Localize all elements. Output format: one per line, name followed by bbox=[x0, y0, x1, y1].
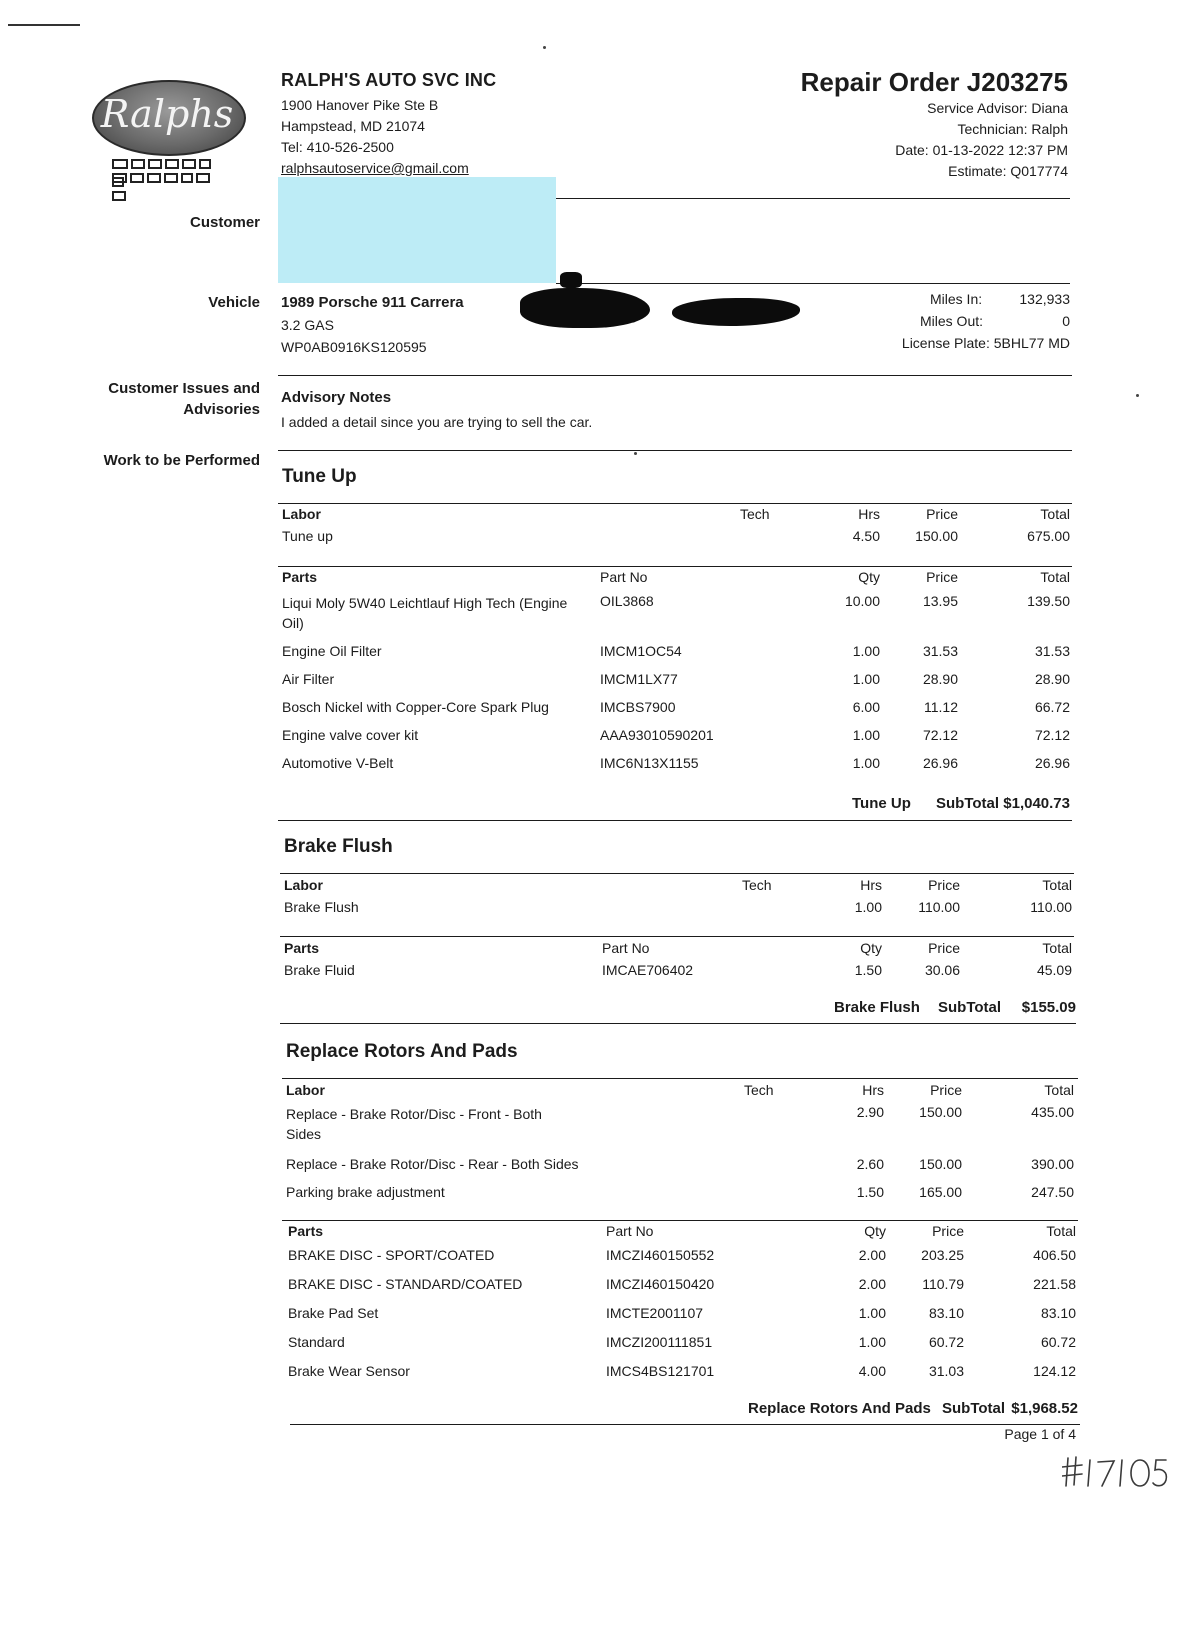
part-desc: Brake Fluid bbox=[284, 962, 355, 978]
hrs-header: Hrs bbox=[860, 877, 882, 893]
issues-label-line2: Advisories bbox=[183, 401, 260, 418]
part-no: IMCAE706402 bbox=[602, 962, 694, 978]
customer-label: Customer bbox=[189, 214, 260, 231]
tune-up-subtotal-value: $1,040.73 bbox=[1003, 795, 1070, 812]
shop-info bbox=[281, 70, 496, 179]
part-price: 60.72 bbox=[928, 1334, 964, 1350]
order-title: Repair Order J203275 bbox=[800, 67, 1068, 97]
part-qty: 1.00 bbox=[852, 755, 880, 771]
part-no-header: Part No bbox=[606, 1223, 654, 1239]
shop-name: RALPH'S AUTO SVC INC bbox=[281, 70, 497, 90]
price-header: Price bbox=[928, 940, 960, 956]
page-number: Page 1 of 4 bbox=[1004, 1426, 1076, 1442]
part-qty: 10.00 bbox=[844, 593, 880, 609]
part-price: 72.12 bbox=[922, 727, 958, 743]
part-no: IMCTE2001107 bbox=[606, 1305, 704, 1321]
part-no: IMCM1LX77 bbox=[600, 671, 678, 687]
divider-section-3 bbox=[290, 1424, 1080, 1425]
order-date: Date: 01-13-2022 12:37 PM bbox=[895, 142, 1068, 158]
part-no: IMC6N13X1155 bbox=[600, 755, 699, 771]
labor-price: 110.00 bbox=[918, 899, 960, 915]
section-title-replace-rotors: Replace Rotors And Pads bbox=[286, 1041, 518, 1062]
divider-brake-flush-labor bbox=[280, 873, 1074, 874]
price-header: Price bbox=[932, 1223, 964, 1239]
part-total: 221.58 bbox=[1033, 1276, 1076, 1292]
labor-header: Labor bbox=[286, 1082, 325, 1098]
part-desc: Liqui Moly 5W40 Leichtlauf High Tech (Engine Oil) bbox=[282, 595, 568, 631]
labor-total: 435.00 bbox=[1031, 1104, 1074, 1120]
vehicle-engine: 3.2 GAS bbox=[281, 317, 334, 333]
part-qty: 2.00 bbox=[858, 1276, 886, 1292]
labor-price: 150.00 bbox=[919, 1104, 962, 1120]
service-advisor: Service Advisor: Diana bbox=[927, 100, 1068, 116]
customer-redaction bbox=[278, 177, 556, 283]
part-no-header: Part No bbox=[602, 940, 650, 956]
part-total: 26.96 bbox=[1034, 755, 1070, 771]
tune-up-subtotal-label: SubTotal bbox=[936, 795, 1000, 812]
part-total: 406.50 bbox=[1033, 1247, 1076, 1263]
labor-price: 165.00 bbox=[919, 1184, 962, 1200]
part-qty: 1.50 bbox=[854, 962, 882, 978]
price-header: Price bbox=[926, 569, 958, 585]
labor-total: 390.00 bbox=[1031, 1156, 1074, 1172]
section-title-brake-flush: Brake Flush bbox=[284, 836, 393, 857]
rotors-subtotal-value: $1,968.52 bbox=[1011, 1400, 1078, 1417]
part-price: 13.95 bbox=[922, 593, 958, 609]
parts-header: Parts bbox=[282, 569, 318, 585]
part-desc: Air Filter bbox=[282, 671, 335, 687]
labor-desc: Replace - Brake Rotor/Disc - Front - Both Sides bbox=[286, 1106, 542, 1142]
mileage-info bbox=[860, 288, 1070, 354]
labor-price: 150.00 bbox=[915, 528, 958, 544]
part-total: 124.12 bbox=[1033, 1363, 1076, 1379]
qty-header: Qty bbox=[864, 1223, 886, 1239]
part-no: OIL3868 bbox=[600, 593, 654, 609]
total-header: Total bbox=[1040, 569, 1070, 585]
issues-label bbox=[70, 378, 260, 420]
part-qty: 1.00 bbox=[858, 1305, 886, 1321]
vehicle-redaction-blot-1 bbox=[520, 288, 650, 328]
labor-hrs: 4.50 bbox=[852, 528, 880, 544]
qty-header: Qty bbox=[860, 940, 882, 956]
part-total: 72.12 bbox=[1034, 727, 1070, 743]
logo-service-wordmark bbox=[112, 170, 222, 180]
part-desc: Engine valve cover kit bbox=[282, 727, 419, 743]
handwritten-mark-drawing bbox=[1062, 1452, 1172, 1492]
logo-porsche-wordmark bbox=[112, 156, 222, 166]
tech-header: Tech bbox=[740, 506, 770, 522]
estimate-number: Estimate: Q017774 bbox=[948, 163, 1068, 179]
total-header: Total bbox=[1040, 506, 1070, 522]
part-total: 139.50 bbox=[1027, 593, 1070, 609]
order-info bbox=[801, 66, 1068, 182]
part-price: 31.53 bbox=[922, 643, 958, 659]
scan-speck bbox=[543, 46, 546, 49]
labor-hrs: 1.50 bbox=[856, 1184, 884, 1200]
total-header: Total bbox=[1042, 940, 1072, 956]
brake-flush-subtotal-value: $155.09 bbox=[1021, 999, 1076, 1016]
labor-desc: Brake Flush bbox=[284, 899, 359, 915]
price-header: Price bbox=[926, 506, 958, 522]
divider-vehicle bbox=[278, 375, 1072, 376]
divider-brake-flush-parts bbox=[280, 936, 1074, 937]
part-price: 110.79 bbox=[922, 1276, 964, 1292]
divider-tune-up-parts bbox=[278, 566, 1072, 567]
issues-label-line1: Customer Issues and bbox=[108, 380, 260, 397]
divider-customer bbox=[556, 283, 1070, 284]
advisory-heading: Advisory Notes bbox=[281, 389, 392, 406]
advisory-notes bbox=[281, 386, 592, 434]
price-header: Price bbox=[930, 1082, 962, 1098]
tune-up-subtotal-name: Tune Up bbox=[852, 795, 911, 812]
divider-rotors-parts bbox=[282, 1220, 1078, 1221]
scan-artifact-line bbox=[8, 24, 80, 26]
part-desc: Bosch Nickel with Copper-Core Spark Plug bbox=[282, 699, 549, 715]
divider-section-2 bbox=[280, 1023, 1076, 1024]
section-title-tune-up: Tune Up bbox=[282, 466, 357, 487]
part-qty: 2.00 bbox=[858, 1247, 886, 1263]
rotors-subtotal-name: Replace Rotors And Pads bbox=[748, 1400, 931, 1417]
part-qty: 1.00 bbox=[858, 1334, 886, 1350]
part-price: 11.12 bbox=[924, 699, 958, 715]
brake-flush-subtotal-name: Brake Flush bbox=[834, 999, 920, 1016]
vehicle-redaction-blot-2 bbox=[560, 272, 582, 288]
parts-header: Parts bbox=[288, 1223, 324, 1239]
miles-in-value: 132,933 bbox=[1019, 291, 1070, 307]
ralphs-porsche-logo bbox=[88, 80, 246, 180]
brake-flush-subtotal-label: SubTotal bbox=[938, 999, 1002, 1016]
tech-header: Tech bbox=[744, 1082, 774, 1098]
labor-header: Labor bbox=[282, 506, 321, 522]
technician: Technician: Ralph bbox=[957, 121, 1068, 137]
vehicle-label: Vehicle bbox=[208, 294, 260, 311]
part-qty: 1.00 bbox=[852, 643, 880, 659]
divider-advisory bbox=[278, 450, 1072, 451]
tech-header: Tech bbox=[742, 877, 772, 893]
vehicle-vin: WP0AB0916KS120595 bbox=[281, 339, 427, 355]
shop-email[interactable]: ralphsautoservice@gmail.com bbox=[281, 160, 469, 176]
vehicle-redaction-blot-3 bbox=[672, 298, 800, 326]
labor-price: 150.00 bbox=[919, 1156, 962, 1172]
part-qty: 1.00 bbox=[852, 727, 880, 743]
shop-phone: Tel: 410-526-2500 bbox=[281, 139, 394, 155]
advisory-text: I added a detail since you are trying to sell the car. bbox=[281, 414, 593, 430]
part-desc: BRAKE DISC - SPORT/COATED bbox=[288, 1247, 495, 1263]
total-header: Total bbox=[1046, 1223, 1076, 1239]
rotors-subtotal-label: SubTotal bbox=[942, 1400, 1006, 1417]
part-desc: Brake Wear Sensor bbox=[288, 1363, 410, 1379]
labor-hrs: 2.60 bbox=[856, 1156, 884, 1172]
labor-total: 247.50 bbox=[1031, 1184, 1074, 1200]
labor-desc: Tune up bbox=[282, 528, 333, 544]
part-qty: 6.00 bbox=[852, 699, 880, 715]
part-price: 26.96 bbox=[922, 755, 958, 771]
part-desc: Brake Pad Set bbox=[288, 1305, 379, 1321]
scan-speck bbox=[1136, 394, 1139, 397]
part-desc: Standard bbox=[288, 1334, 345, 1350]
part-no: AAA93010590201 bbox=[600, 727, 714, 743]
scan-speck bbox=[634, 452, 637, 455]
part-total: 83.10 bbox=[1040, 1305, 1076, 1321]
part-price: 203.25 bbox=[921, 1247, 964, 1263]
work-label: Work to be Performed bbox=[103, 452, 260, 469]
labor-desc: Parking brake adjustment bbox=[286, 1184, 445, 1200]
labor-desc: Replace - Brake Rotor/Disc - Rear - Both Sides bbox=[286, 1156, 579, 1172]
part-no-header: Part No bbox=[600, 569, 648, 585]
part-total: 31.53 bbox=[1034, 643, 1070, 659]
part-price: 28.90 bbox=[922, 671, 958, 687]
miles-out-label: Miles Out: bbox=[920, 313, 984, 329]
labor-total: 110.00 bbox=[1030, 899, 1072, 915]
parts-header: Parts bbox=[284, 940, 320, 956]
divider-rotors-labor bbox=[282, 1078, 1078, 1079]
total-header: Total bbox=[1042, 877, 1072, 893]
vehicle-info bbox=[281, 292, 464, 358]
part-no: IMCZI460150552 bbox=[606, 1247, 715, 1263]
miles-in-label: Miles In: bbox=[930, 291, 983, 307]
vehicle-name: 1989 Porsche 911 Carrera bbox=[281, 294, 464, 311]
miles-out-value: 0 bbox=[1062, 313, 1070, 329]
part-desc: BRAKE DISC - STANDARD/COATED bbox=[288, 1276, 523, 1292]
labor-header: Labor bbox=[284, 877, 323, 893]
part-total: 28.90 bbox=[1034, 671, 1070, 687]
part-total: 60.72 bbox=[1040, 1334, 1076, 1350]
hrs-header: Hrs bbox=[858, 506, 880, 522]
price-header: Price bbox=[928, 877, 960, 893]
shop-address-line1: 1900 Hanover Pike Ste B bbox=[281, 97, 439, 113]
part-desc: Automotive V-Belt bbox=[282, 755, 394, 771]
license-plate: License Plate: 5BHL77 MD bbox=[901, 335, 1070, 351]
part-no: IMCBS7900 bbox=[600, 699, 676, 715]
part-desc: Engine Oil Filter bbox=[282, 643, 382, 659]
labor-total: 675.00 bbox=[1027, 528, 1070, 544]
divider-header bbox=[556, 198, 1070, 199]
hrs-header: Hrs bbox=[862, 1082, 884, 1098]
divider-tune-up-labor bbox=[278, 503, 1072, 504]
part-total: 45.09 bbox=[1036, 962, 1072, 978]
part-price: 83.10 bbox=[928, 1305, 964, 1321]
qty-header: Qty bbox=[858, 569, 880, 585]
part-price: 30.06 bbox=[924, 962, 960, 978]
part-price: 31.03 bbox=[928, 1363, 964, 1379]
shop-address-line2: Hampstead, MD 21074 bbox=[281, 118, 425, 134]
labor-hrs: 1.00 bbox=[854, 899, 882, 915]
labor-hrs: 2.90 bbox=[856, 1104, 884, 1120]
part-no: IMCS4BS121701 bbox=[606, 1363, 715, 1379]
part-qty: 1.00 bbox=[852, 671, 880, 687]
part-qty: 4.00 bbox=[858, 1363, 886, 1379]
part-total: 66.72 bbox=[1034, 699, 1070, 715]
total-header: Total bbox=[1044, 1082, 1074, 1098]
divider-section-1 bbox=[278, 820, 1072, 821]
part-no: IMCZI460150420 bbox=[606, 1276, 715, 1292]
part-no: IMCM1OC54 bbox=[600, 643, 682, 659]
part-no: IMCZI200111851 bbox=[606, 1334, 713, 1350]
logo-script-text: Ralphs bbox=[100, 92, 234, 136]
